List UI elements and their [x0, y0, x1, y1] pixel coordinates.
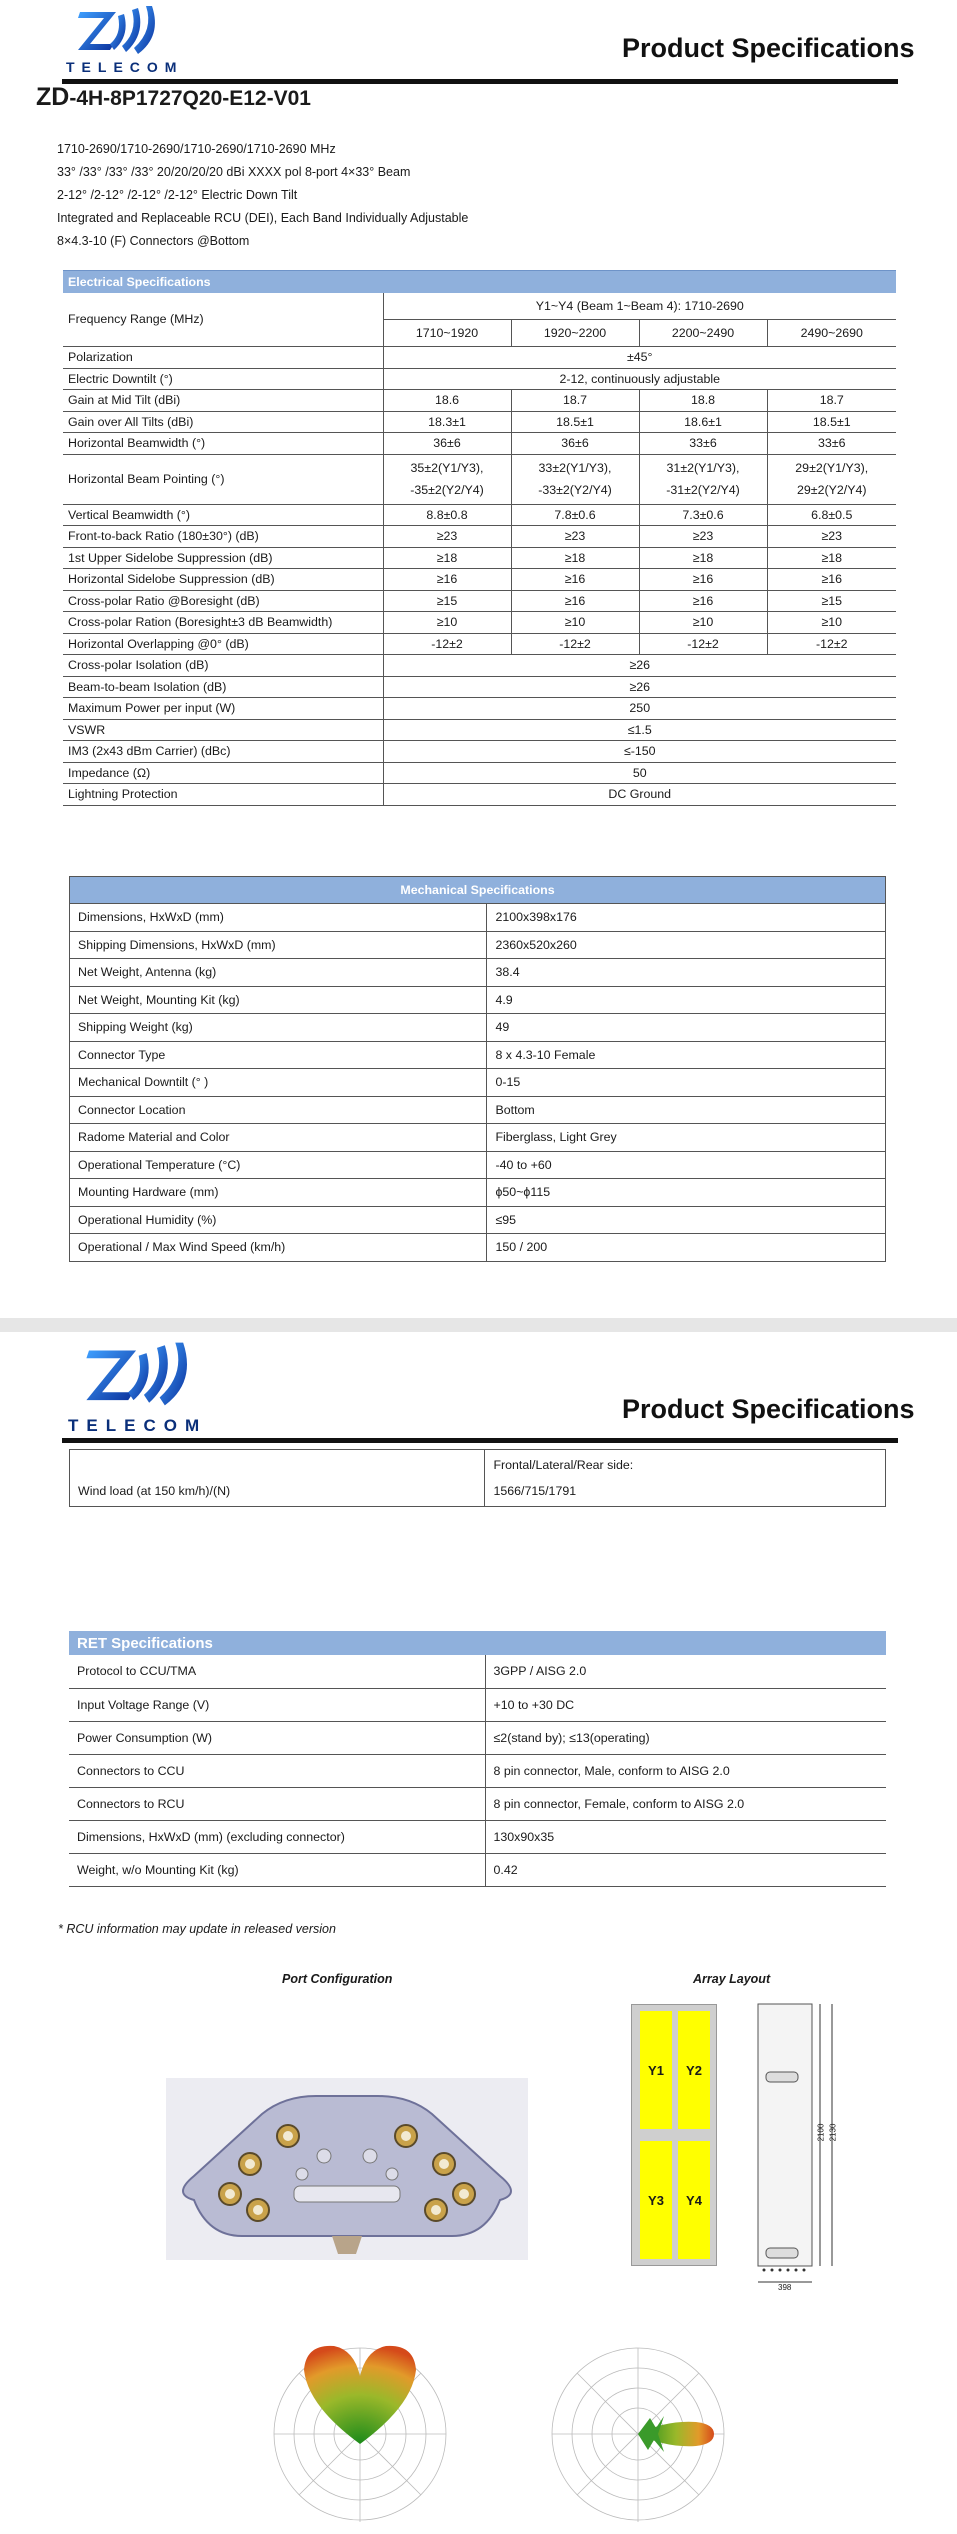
- ret-row-label: Input Voltage Range (V): [69, 1688, 485, 1721]
- beam-pointing-line: 31±2(Y1/Y3),: [666, 461, 740, 475]
- band-cell: 2200~2490: [639, 320, 767, 347]
- electrical-row: [63, 676, 896, 698]
- electrical-row-value: 7.3±0.6: [639, 504, 767, 526]
- beam-pointing-cell: [383, 454, 511, 504]
- wind-load-line: 1566/715/1791: [493, 1484, 577, 1498]
- mechanical-row-value: 4.9: [487, 986, 886, 1014]
- ret-row: [69, 1853, 886, 1886]
- document-title: Product Specifications: [622, 1394, 915, 1424]
- ret-row: [69, 1688, 886, 1721]
- electrical-spec-table: [63, 270, 896, 806]
- mechanical-row: [70, 1014, 886, 1042]
- electrical-row-label: Impedance (Ω): [63, 762, 383, 784]
- electrical-row: [63, 762, 896, 784]
- ret-row-label: Power Consumption (W): [69, 1721, 485, 1754]
- ret-row-value: 8 pin connector, Female, conform to AISG 2.0: [485, 1787, 886, 1820]
- ret-row-label: Connectors to CCU: [69, 1754, 485, 1787]
- mechanical-row-label: Connector Location: [70, 1096, 487, 1124]
- electrical-row: [63, 719, 896, 741]
- mechanical-row-label: Operational / Max Wind Speed (km/h): [70, 1234, 487, 1262]
- electrical-row-label: Maximum Power per input (W): [63, 698, 383, 720]
- electrical-row-value: 18.7: [767, 390, 896, 412]
- company-logo: [82, 1340, 198, 1408]
- document-title: Product Specifications: [622, 33, 915, 63]
- electrical-row-value: 36±6: [383, 433, 511, 455]
- electrical-row-value: ≥18: [639, 547, 767, 569]
- electrical-row-value: ≥18: [383, 547, 511, 569]
- array-column-y4: Y4: [678, 2141, 710, 2259]
- electrical-row: [63, 433, 896, 455]
- mechanical-row-label: Shipping Dimensions, HxWxD (mm): [70, 931, 487, 959]
- electrical-row-value: 36±6: [511, 433, 639, 455]
- rcu-footnote: * RCU information may update in released version: [58, 1922, 336, 1936]
- electrical-row-value: ≥16: [767, 569, 896, 591]
- electrical-rows-b: [63, 504, 896, 655]
- electrical-row-value: 18.7: [511, 390, 639, 412]
- ret-row: [69, 1721, 886, 1754]
- port-configuration-caption: Port Configuration: [282, 1972, 393, 1986]
- ret-row-value: +10 to +30 DC: [485, 1688, 886, 1721]
- electrical-row-label: 1st Upper Sidelobe Suppression (dB): [63, 547, 383, 569]
- electrical-row: [63, 569, 896, 591]
- beam-pointing-cell: [767, 454, 896, 504]
- beam-pointing-line: 29±2(Y2/Y4): [797, 483, 867, 497]
- mechanical-row-value: Bottom: [487, 1096, 886, 1124]
- array-column-y2: Y2: [678, 2011, 710, 2129]
- mechanical-row-value: 8 x 4.3-10 Female: [487, 1041, 886, 1069]
- mechanical-row-label: Operational Temperature (°C): [70, 1151, 487, 1179]
- mechanical-row-value: 2360x520x260: [487, 931, 886, 959]
- mechanical-spec-table: [69, 876, 886, 1262]
- electrical-row-value: ≥18: [767, 547, 896, 569]
- vertical-radiation-pattern: [546, 2336, 730, 2526]
- mechanical-row-value: ≤95: [487, 1206, 886, 1234]
- mechanical-spec-title: Mechanical Specifications: [70, 877, 886, 904]
- intro-line: 33° /33° /33° /33° 20/20/20/20 dBi XXXX pol 8-port 4×33° Beam: [57, 165, 411, 179]
- mechanical-row: [70, 1124, 886, 1152]
- model-rest: -4H-8P1727Q20-E12-V01: [69, 87, 311, 110]
- band-cell: 2490~2690: [767, 320, 896, 347]
- port-configuration-drawing: [166, 2078, 528, 2260]
- wind-load-table: [69, 1449, 886, 1507]
- ret-row-label: Connectors to RCU: [69, 1787, 485, 1820]
- electrical-row-value: -12±2: [767, 633, 896, 655]
- mechanical-row: [70, 1069, 886, 1097]
- electrical-row: [63, 612, 896, 634]
- mechanical-row-value: 2100x398x176: [487, 904, 886, 932]
- frequency-span: Y1~Y4 (Beam 1~Beam 4): 1710-2690: [383, 293, 896, 320]
- ret-row-value: ≤2(stand by); ≤13(operating): [485, 1721, 886, 1754]
- electrical-row-label: Vertical Beamwidth (°): [63, 504, 383, 526]
- electrical-row-value: 18.5±1: [767, 411, 896, 433]
- wind-load-label: Wind load (at 150 km/h)/(N): [70, 1450, 485, 1507]
- electrical-row-value: 18.8: [639, 390, 767, 412]
- electrical-row-value: -12±2: [383, 633, 511, 655]
- electrical-row-value: -12±2: [639, 633, 767, 655]
- model-prefix: ZD: [36, 83, 70, 111]
- electrical-row: [63, 547, 896, 569]
- polarization-value: ±45°: [383, 347, 896, 369]
- company-logo: [76, 4, 162, 56]
- electrical-row-value: ≤-150: [383, 741, 896, 763]
- electrical-row-value: 18.5±1: [511, 411, 639, 433]
- mechanical-row-value: -40 to +60: [487, 1151, 886, 1179]
- electrical-rows-c: [63, 655, 896, 806]
- ret-row: [69, 1655, 886, 1688]
- mechanical-row: [70, 1179, 886, 1207]
- mechanical-row: [70, 1096, 886, 1124]
- electrical-row-value: -12±2: [511, 633, 639, 655]
- electrical-row-label: Horizontal Sidelobe Suppression (dB): [63, 569, 383, 591]
- electrical-row-value: 7.8±0.6: [511, 504, 639, 526]
- mechanical-row: [70, 904, 886, 932]
- electrical-row-value: ≤1.5: [383, 719, 896, 741]
- mechanical-row-label: Net Weight, Mounting Kit (kg): [70, 986, 487, 1014]
- mechanical-row: [70, 1206, 886, 1234]
- ret-row: [69, 1787, 886, 1820]
- electrical-row: [63, 411, 896, 433]
- electrical-row-value: ≥16: [639, 569, 767, 591]
- mechanical-row: [70, 1041, 886, 1069]
- beam-pointing-line: -31±2(Y2/Y4): [666, 483, 740, 497]
- array-layout-caption: Array Layout: [693, 1972, 771, 1986]
- electrical-row-label: Front-to-back Ratio (180±30°) (dB): [63, 526, 383, 548]
- ret-spec-title: RET Specifications: [69, 1631, 886, 1655]
- port-configuration-figure: [166, 2078, 528, 2260]
- intro-line: Integrated and Replaceable RCU (DEI), Each Band Individually Adjustable: [57, 211, 469, 225]
- intro-line: 1710-2690/1710-2690/1710-2690/1710-2690 MHz: [57, 142, 336, 156]
- electrical-row-value: ≥16: [511, 569, 639, 591]
- ret-row-label: Protocol to CCU/TMA: [69, 1655, 485, 1688]
- horizontal-radiation-pattern: [268, 2336, 452, 2526]
- electrical-row: [63, 655, 896, 677]
- electrical-row-value: ≥23: [511, 526, 639, 548]
- mechanical-row-label: Net Weight, Antenna (kg): [70, 959, 487, 987]
- electrical-row-value: 18.6±1: [639, 411, 767, 433]
- page-separator: [0, 1318, 957, 1332]
- beam-pointing-label: Horizontal Beam Pointing (°): [63, 454, 383, 504]
- ret-row-value: 0.42: [485, 1853, 886, 1886]
- electrical-row-value: ≥10: [767, 612, 896, 634]
- electrical-row-label: Gain over All Tilts (dBi): [63, 411, 383, 433]
- electrical-row-label: Horizontal Beamwidth (°): [63, 433, 383, 455]
- beam-pointing-line: 35±2(Y1/Y3),: [410, 461, 484, 475]
- intro-line: 2-12° /2-12° /2-12° /2-12° Electric Down Tilt: [57, 188, 298, 202]
- array-height-a: 2100: [816, 2123, 826, 2142]
- model-number: [36, 83, 311, 112]
- electrical-row-value: ≥23: [767, 526, 896, 548]
- electrical-row-value: ≥16: [639, 590, 767, 612]
- electrical-row-value: ≥26: [383, 655, 896, 677]
- mechanical-row: [70, 1151, 886, 1179]
- electrical-row-value: ≥23: [383, 526, 511, 548]
- ret-row: [69, 1754, 886, 1787]
- electrical-row: [63, 698, 896, 720]
- electrical-row-label: Cross-polar Ratio @Boresight (dB): [63, 590, 383, 612]
- electrical-row-value: 33±6: [767, 433, 896, 455]
- antenna-outline-drawing: [752, 2002, 852, 2292]
- mechanical-row-label: Mounting Hardware (mm): [70, 1179, 487, 1207]
- electrical-row: [63, 526, 896, 548]
- mechanical-row: [70, 1234, 886, 1262]
- electrical-row-label: Cross-polar Isolation (dB): [63, 655, 383, 677]
- ret-row-value: 3GPP / AISG 2.0: [485, 1655, 886, 1688]
- electrical-row-value: ≥15: [383, 590, 511, 612]
- electrical-row-value: DC Ground: [383, 784, 896, 806]
- mechanical-row-value: 49: [487, 1014, 886, 1042]
- electrical-row-value: ≥18: [511, 547, 639, 569]
- mechanical-row-label: Dimensions, HxWxD (mm): [70, 904, 487, 932]
- electrical-row: [63, 741, 896, 763]
- electrical-row-label: IM3 (2x43 dBm Carrier) (dBc): [63, 741, 383, 763]
- wind-load-value: [485, 1450, 886, 1507]
- beam-pointing-line: -33±2(Y2/Y4): [538, 483, 612, 497]
- ret-spec-table: [69, 1631, 886, 1887]
- mechanical-row-value: 0-15: [487, 1069, 886, 1097]
- ret-row-value: 130x90x35: [485, 1820, 886, 1853]
- band-cell: 1920~2200: [511, 320, 639, 347]
- electrical-row-value: 18.3±1: [383, 411, 511, 433]
- beam-pointing-line: 33±2(Y1/Y3),: [538, 461, 612, 475]
- beam-pointing-line: 29±2(Y1/Y3),: [795, 461, 869, 475]
- intro-summary: [57, 138, 468, 253]
- electrical-row-label: Beam-to-beam Isolation (dB): [63, 676, 383, 698]
- array-layout-grid: [631, 2004, 717, 2266]
- electrical-row-label: VSWR: [63, 719, 383, 741]
- brand-text: TELECOM: [68, 1416, 208, 1435]
- mechanical-row-label: Connector Type: [70, 1041, 487, 1069]
- electrical-row: [63, 633, 896, 655]
- mechanical-row-label: Shipping Weight (kg): [70, 1014, 487, 1042]
- polarization-label: Polarization: [63, 347, 383, 369]
- electrical-row-value: ≥16: [383, 569, 511, 591]
- mechanical-row-label: Radome Material and Color: [70, 1124, 487, 1152]
- electrical-row-value: ≥26: [383, 676, 896, 698]
- electrical-row: [63, 504, 896, 526]
- electrical-row: [63, 784, 896, 806]
- electrical-row: [63, 590, 896, 612]
- electrical-row-value: ≥15: [767, 590, 896, 612]
- ret-row-value: 8 pin connector, Male, conform to AISG 2.0: [485, 1754, 886, 1787]
- electrical-spec-title: Electrical Specifications: [63, 271, 896, 293]
- intro-line: 8×4.3-10 (F) Connectors @Bottom: [57, 234, 250, 248]
- electrical-row-value: 33±6: [639, 433, 767, 455]
- band-cell: 1710~1920: [383, 320, 511, 347]
- header-rule: [62, 1438, 898, 1443]
- electrical-row-label: Horizontal Overlapping @0° (dB): [63, 633, 383, 655]
- beam-pointing-cell: [511, 454, 639, 504]
- brand-text: TELECOM: [66, 59, 184, 75]
- mechanical-row: [70, 959, 886, 987]
- electrical-row-value: 50: [383, 762, 896, 784]
- electrical-row-value: 6.8±0.5: [767, 504, 896, 526]
- electrical-row-value: ≥16: [511, 590, 639, 612]
- downtilt-value: 2-12, continuously adjustable: [383, 368, 896, 390]
- wind-load-line: Frontal/Lateral/Rear side:: [493, 1458, 634, 1472]
- electrical-row-label: Gain at Mid Tilt (dBi): [63, 390, 383, 412]
- ret-rows: [69, 1655, 886, 1886]
- mechanical-row: [70, 931, 886, 959]
- electrical-row-label: Cross-polar Ration (Boresight±3 dB Beamwidth): [63, 612, 383, 634]
- electrical-row-value: ≥23: [639, 526, 767, 548]
- electrical-rows-a: [63, 390, 896, 455]
- mechanical-row-value: 150 / 200: [487, 1234, 886, 1262]
- mechanical-rows: [70, 904, 886, 1262]
- array-width: 398: [778, 2283, 792, 2292]
- electrical-row-value: 250: [383, 698, 896, 720]
- beam-pointing-cell: [639, 454, 767, 504]
- ret-row-label: Dimensions, HxWxD (mm) (excluding connector): [69, 1820, 485, 1853]
- array-height-b: 2130: [828, 2123, 838, 2142]
- mechanical-row: [70, 986, 886, 1014]
- frequency-label: Frequency Range (MHz): [63, 293, 383, 347]
- mechanical-row-value: 38.4: [487, 959, 886, 987]
- electrical-row-value: ≥10: [639, 612, 767, 634]
- mechanical-row-label: Operational Humidity (%): [70, 1206, 487, 1234]
- electrical-row-value: ≥10: [383, 612, 511, 634]
- mechanical-row-value: ϕ50~ϕ115: [487, 1179, 886, 1207]
- electrical-row: [63, 390, 896, 412]
- mechanical-row-value: Fiberglass, Light Grey: [487, 1124, 886, 1152]
- mechanical-row-label: Mechanical Downtilt (° ): [70, 1069, 487, 1097]
- electrical-row-label: Lightning Protection: [63, 784, 383, 806]
- array-column-y1: Y1: [640, 2011, 672, 2129]
- beam-pointing-line: -35±2(Y2/Y4): [410, 483, 484, 497]
- ret-row: [69, 1820, 886, 1853]
- downtilt-label: Electric Downtilt (°): [63, 368, 383, 390]
- electrical-row-value: 8.8±0.8: [383, 504, 511, 526]
- electrical-row-value: ≥10: [511, 612, 639, 634]
- electrical-row-value: 18.6: [383, 390, 511, 412]
- ret-row-label: Weight, w/o Mounting Kit (kg): [69, 1853, 485, 1886]
- array-column-y3: Y3: [640, 2141, 672, 2259]
